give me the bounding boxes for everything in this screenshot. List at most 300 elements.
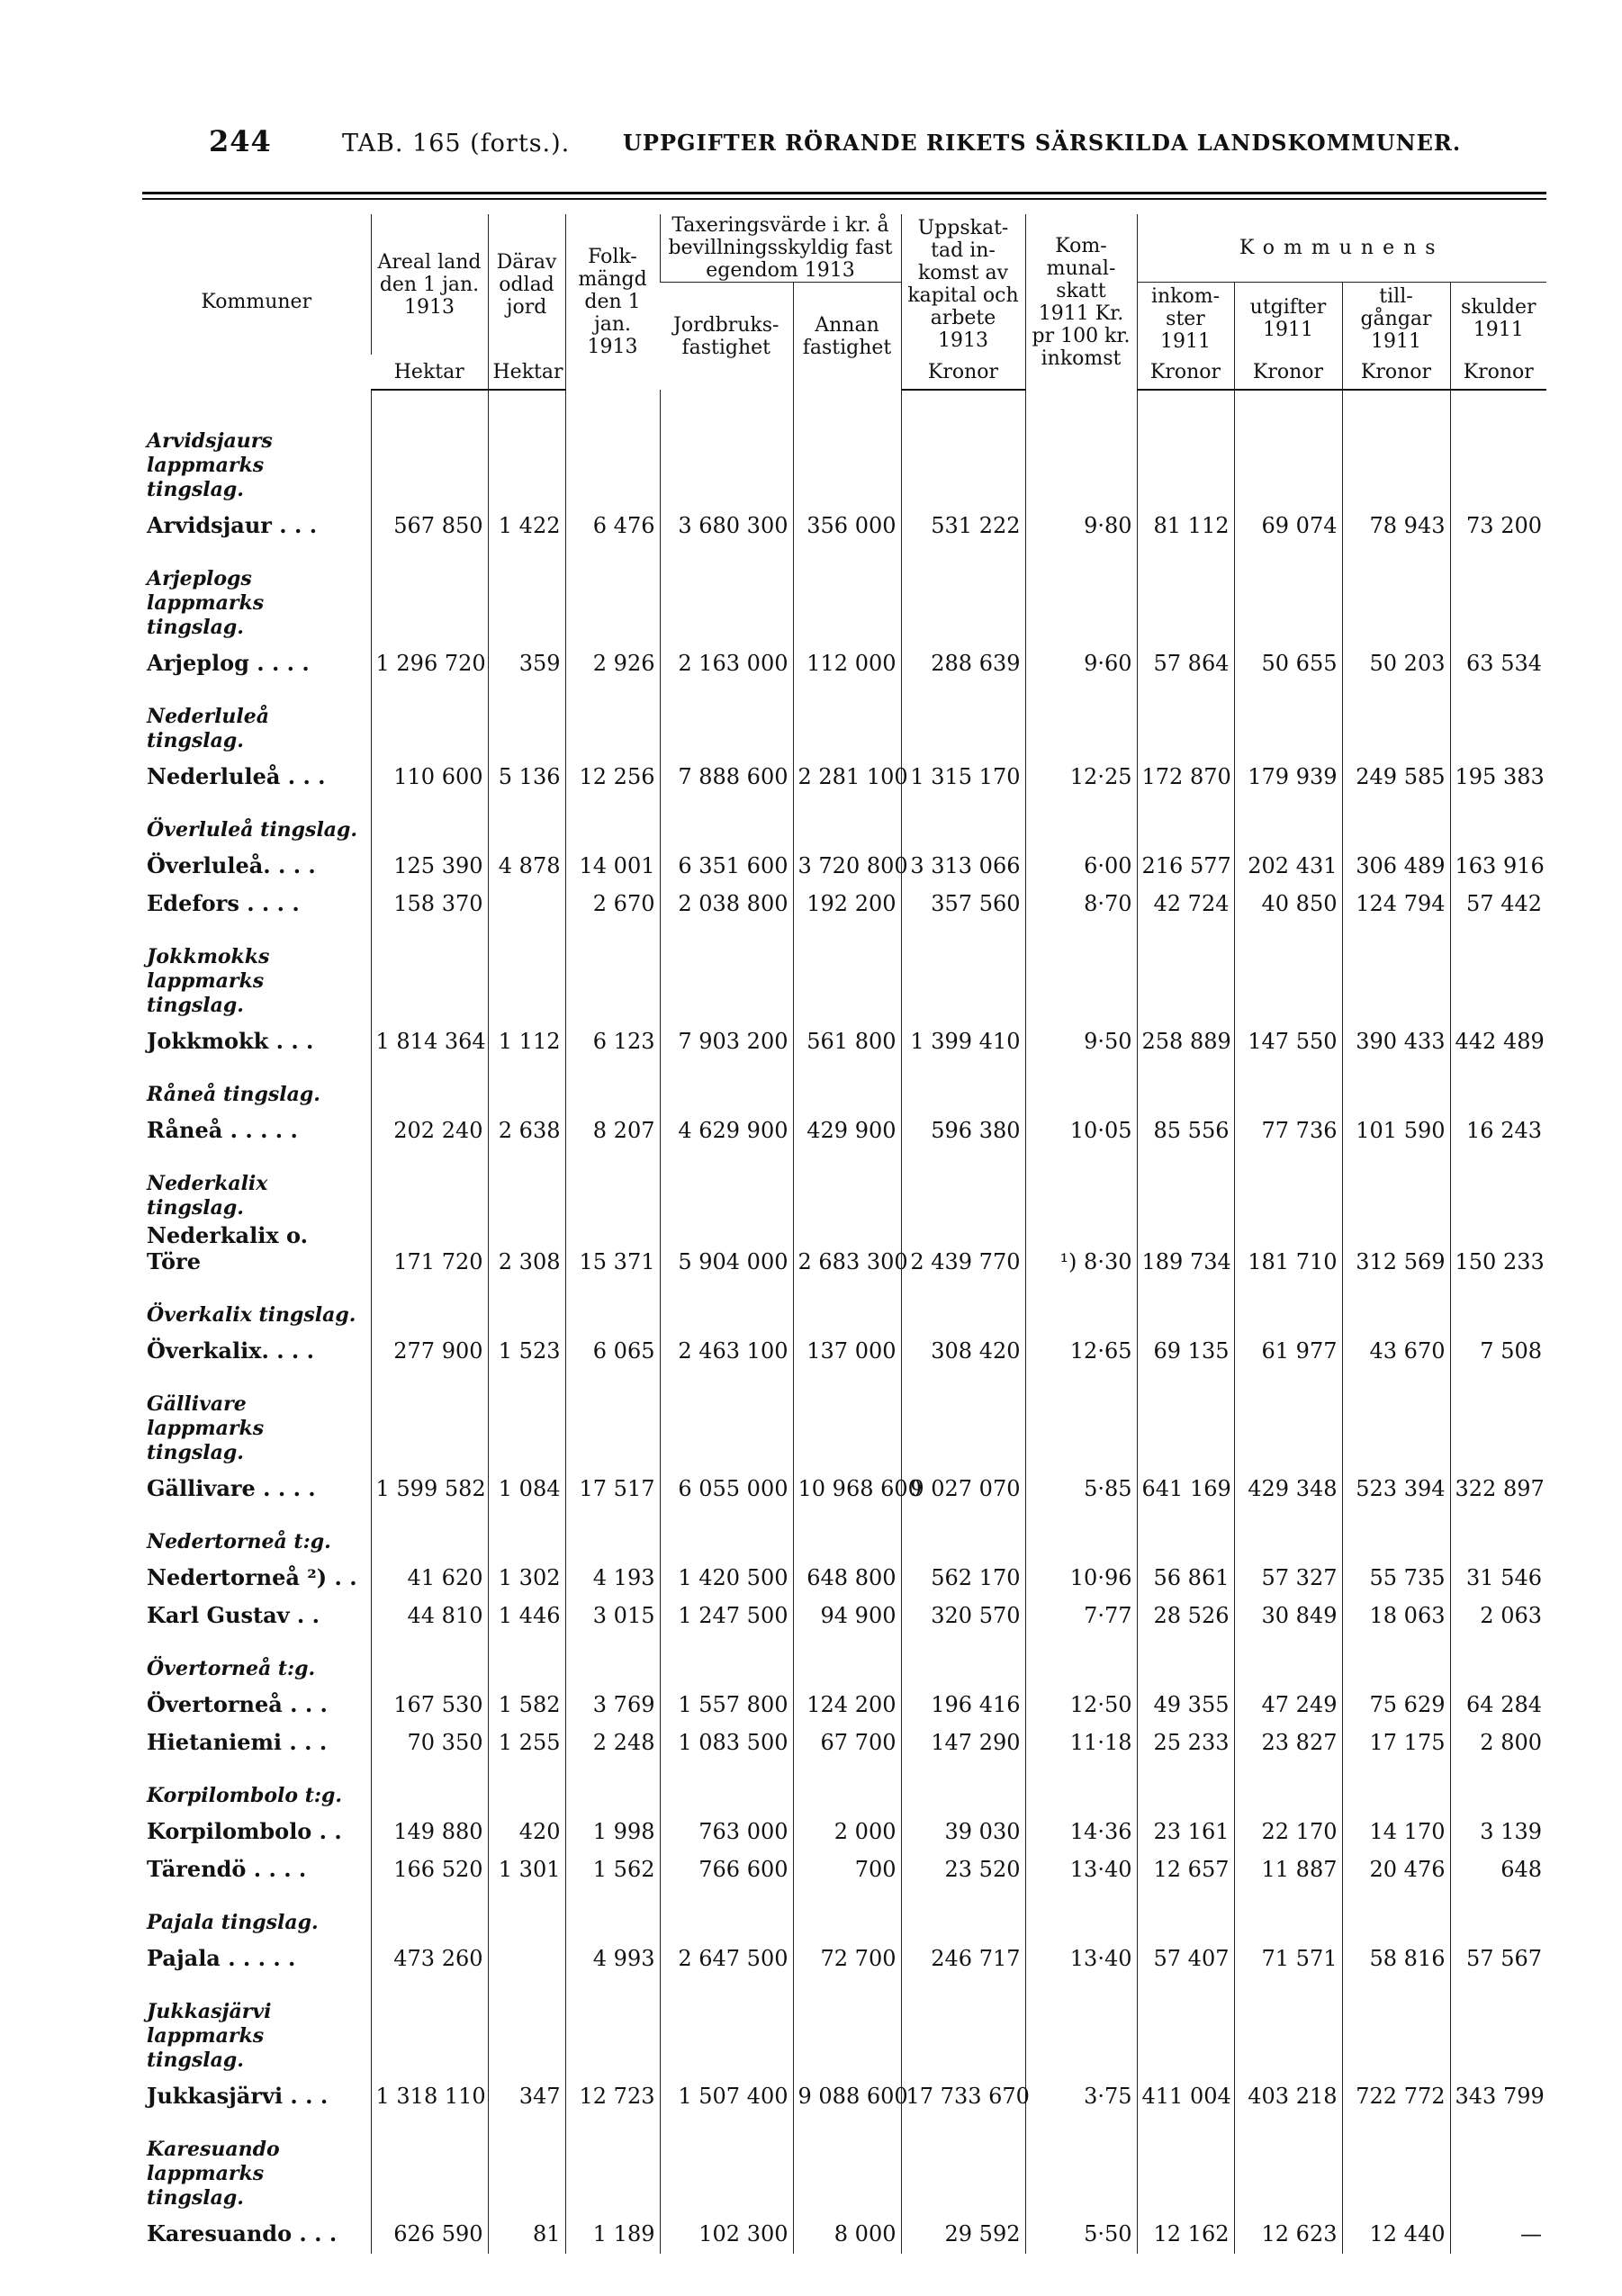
table-row: [142, 753, 1546, 791]
group-heading-row: [142, 1757, 1546, 1808]
spacer-cell: [1137, 791, 1234, 842]
spacer-cell: [565, 2111, 660, 2210]
spacer-cell: [1450, 918, 1546, 1018]
cell-jord: 7 903 200: [660, 1018, 793, 1056]
spacer-cell: [488, 390, 565, 502]
spacer-cell: [1137, 1145, 1234, 1220]
cell-inkomst: 29 592: [901, 2210, 1025, 2254]
cell-inkomster: 216 577: [1137, 842, 1234, 880]
cell-folk: 1 562: [565, 1846, 660, 1884]
cell-inkomst: 357 560: [901, 880, 1025, 918]
spacer-cell: [1450, 791, 1546, 842]
spacer-cell: [660, 1365, 793, 1465]
spacer-cell: [1342, 1056, 1450, 1107]
cell-inkomster: 56 861: [1137, 1554, 1234, 1592]
cell-inkomster: 172 870: [1137, 753, 1234, 791]
kommun-name: Arvidsjaur . . .: [147, 512, 318, 538]
spacer-cell: [1234, 1884, 1342, 1935]
spacer-cell: [371, 1145, 488, 1220]
table-row: [142, 880, 1546, 918]
cell-folk: 4 193: [565, 1554, 660, 1592]
municipal-statistics-table: [142, 214, 1546, 2254]
cell-jord: 2 647 500: [660, 1935, 793, 1973]
spacer-cell: [901, 1757, 1025, 1808]
cell-areal: 149 880: [371, 1808, 488, 1846]
kommun-name: Jokkmokk . . .: [147, 1028, 314, 1054]
spacer-cell: [1450, 540, 1546, 640]
cell-areal: 202 240: [371, 1107, 488, 1145]
spacer-cell: [488, 1365, 565, 1465]
cell-tillgangar: 17 175: [1342, 1719, 1450, 1757]
cell-tillgangar: 124 794: [1342, 880, 1450, 918]
cell-jord: 2 163 000: [660, 640, 793, 678]
cell-inkomst: 596 380: [901, 1107, 1025, 1145]
kommun-name: Överkalix. . . .: [147, 1337, 314, 1364]
cell-skatt: 10·96: [1025, 1554, 1137, 1592]
table-row: [142, 1107, 1546, 1145]
cell-annan: 2 683 300: [793, 1220, 901, 1276]
cell-inkomst: 17 733 670: [901, 2073, 1025, 2111]
group-title: Arjeplogs lappmarks tingslag.: [147, 567, 265, 639]
col-inkomster: inkom-ster 1911: [1137, 283, 1234, 356]
cell-skulder: 2 800: [1450, 1719, 1546, 1757]
table-row: [142, 1554, 1546, 1592]
group-heading-row: [142, 678, 1546, 753]
spacer-cell: [1137, 1757, 1234, 1808]
cell-tillgangar: 12 440: [1342, 2210, 1450, 2254]
cell-folk: 14 001: [565, 842, 660, 880]
cell-skatt: 8·70: [1025, 880, 1137, 918]
cell-skulder: 7 508: [1450, 1328, 1546, 1365]
cell-jord: 4 629 900: [660, 1107, 793, 1145]
cell-jord: 6 351 600: [660, 842, 793, 880]
cell-folk: 2 248: [565, 1719, 660, 1757]
spacer-cell: [565, 918, 660, 1018]
cell-utgifter: 429 348: [1234, 1465, 1342, 1503]
cell-annan: 648 800: [793, 1554, 901, 1592]
group-heading-row: [142, 1503, 1546, 1554]
unit-odlad: Hektar: [488, 355, 565, 390]
group-title: Överluleå tingslag.: [147, 818, 358, 842]
spacer-cell: [1234, 1630, 1342, 1681]
cell-tillgangar: 390 433: [1342, 1018, 1450, 1056]
cell-areal: 277 900: [371, 1328, 488, 1365]
cell-areal: 41 620: [371, 1554, 488, 1592]
spacer-cell: [371, 791, 488, 842]
cell-inkomst: 2 439 770: [901, 1220, 1025, 1276]
cell-odlad: 1 582: [488, 1681, 565, 1719]
table-row: [142, 2210, 1546, 2254]
spacer-cell: [1234, 390, 1342, 502]
spacer-cell: [1234, 1973, 1342, 2073]
cell-areal: 1 296 720: [371, 640, 488, 678]
kommun-name: Karl Gustav . .: [147, 1602, 320, 1628]
spacer-cell: [488, 1757, 565, 1808]
cell-folk: 3 769: [565, 1681, 660, 1719]
spacer-cell: [901, 791, 1025, 842]
table-row: [142, 640, 1546, 678]
cell-folk: 1 189: [565, 2210, 660, 2254]
cell-jord: 7 888 600: [660, 753, 793, 791]
top-rule-thin: [142, 198, 1546, 200]
spacer-cell: [660, 1884, 793, 1935]
spacer-cell: [1342, 1973, 1450, 2073]
cell-annan: 192 200: [793, 880, 901, 918]
group-heading-row: [142, 390, 1546, 502]
kommun-name: Tärendö . . . .: [147, 1856, 307, 1882]
spacer-cell: [660, 1630, 793, 1681]
spacer-cell: [793, 678, 901, 753]
cell-folk: 6 065: [565, 1328, 660, 1365]
cell-jord: 1 507 400: [660, 2073, 793, 2111]
group-title: Korpilombolo t:g.: [147, 1784, 343, 1807]
cell-odlad: 1 084: [488, 1465, 565, 1503]
cell-areal: 473 260: [371, 1935, 488, 1973]
cell-annan: 8 000: [793, 2210, 901, 2254]
table-row: [142, 1719, 1546, 1757]
cell-inkomster: 69 135: [1137, 1328, 1234, 1365]
spacer-cell: [1025, 918, 1137, 1018]
table-body: [142, 390, 1546, 2254]
spacer-cell: [1025, 1757, 1137, 1808]
cell-tillgangar: 14 170: [1342, 1808, 1450, 1846]
spacer-cell: [488, 1973, 565, 2073]
cell-skulder: 73 200: [1450, 502, 1546, 540]
spacer-cell: [1025, 390, 1137, 502]
cell-skatt: 12·50: [1025, 1681, 1137, 1719]
cell-areal: 1 318 110: [371, 2073, 488, 2111]
unit-tillgangar: Kronor: [1342, 355, 1450, 390]
spacer-cell: [901, 1056, 1025, 1107]
cell-odlad: [488, 880, 565, 918]
spacer-cell: [660, 1973, 793, 2073]
cell-skulder: 57 567: [1450, 1935, 1546, 1973]
spacer-cell: [1025, 1145, 1137, 1220]
spacer-cell: [660, 390, 793, 502]
col-kommuner: Kommuner: [201, 291, 312, 313]
kommun-name: Nederkalix o. Töre: [147, 1222, 308, 1274]
cell-areal: 171 720: [371, 1220, 488, 1276]
spacer-cell: [1342, 1503, 1450, 1554]
spacer-cell: [1137, 390, 1234, 502]
cell-annan: 356 000: [793, 502, 901, 540]
spacer-cell: [901, 1503, 1025, 1554]
col-tax-jordbruk: Jordbruks-fastighet: [660, 283, 793, 391]
spacer-cell: [1450, 1365, 1546, 1465]
spacer-cell: [1025, 1365, 1137, 1465]
unit-inkomst: Kronor: [901, 355, 1025, 390]
cell-inkomst: 308 420: [901, 1328, 1025, 1365]
spacer-cell: [793, 1973, 901, 2073]
cell-folk: 4 993: [565, 1935, 660, 1973]
cell-tillgangar: 20 476: [1342, 1846, 1450, 1884]
spacer-cell: [660, 678, 793, 753]
spacer-cell: [793, 390, 901, 502]
cell-folk: 3 015: [565, 1592, 660, 1630]
cell-odlad: 1 302: [488, 1554, 565, 1592]
cell-inkomst: 147 290: [901, 1719, 1025, 1757]
group-heading-row: [142, 791, 1546, 842]
cell-utgifter: 12 623: [1234, 2210, 1342, 2254]
spacer-cell: [1025, 2111, 1137, 2210]
spacer-cell: [793, 918, 901, 1018]
cell-inkomst: 196 416: [901, 1681, 1025, 1719]
cell-odlad: 1 255: [488, 1719, 565, 1757]
group-title: Nederkalix tingslag.: [147, 1172, 268, 1220]
cell-tillgangar: 55 735: [1342, 1554, 1450, 1592]
cell-jord: 2 463 100: [660, 1328, 793, 1365]
cell-tillgangar: 306 489: [1342, 842, 1450, 880]
cell-folk: 2 926: [565, 640, 660, 678]
spacer-cell: [371, 1757, 488, 1808]
cell-skatt: 9·50: [1025, 1018, 1137, 1056]
spacer-cell: [371, 1276, 488, 1328]
spacer-cell: [1450, 2111, 1546, 2210]
cell-jord: 102 300: [660, 2210, 793, 2254]
cell-odlad: 81: [488, 2210, 565, 2254]
table-row: [142, 1018, 1546, 1056]
top-rule-thick: [142, 192, 1546, 194]
cell-inkomst: 320 570: [901, 1592, 1025, 1630]
spacer-cell: [371, 390, 488, 502]
cell-tillgangar: 43 670: [1342, 1328, 1450, 1365]
cell-odlad: 1 422: [488, 502, 565, 540]
spacer-cell: [1450, 1630, 1546, 1681]
cell-skulder: 195 383: [1450, 753, 1546, 791]
spacer-cell: [1234, 1365, 1342, 1465]
cell-tillgangar: 58 816: [1342, 1935, 1450, 1973]
spacer-cell: [660, 1276, 793, 1328]
spacer-cell: [565, 540, 660, 640]
cell-inkomst: 39 030: [901, 1808, 1025, 1846]
page-number: 244: [209, 124, 272, 158]
spacer-cell: [1137, 1365, 1234, 1465]
group-title: Nederluleå tingslag.: [147, 705, 270, 752]
cell-inkomst: 1 315 170: [901, 753, 1025, 791]
spacer-cell: [371, 2111, 488, 2210]
table-row: [142, 1846, 1546, 1884]
group-heading-row: [142, 1884, 1546, 1935]
cell-utgifter: 11 887: [1234, 1846, 1342, 1884]
spacer-cell: [565, 791, 660, 842]
cell-skatt: ¹) 8·30: [1025, 1220, 1137, 1276]
kommun-name: Jukkasjärvi . . .: [147, 2083, 329, 2109]
table-row: [142, 502, 1546, 540]
spacer-cell: [1342, 1276, 1450, 1328]
spacer-cell: [901, 678, 1025, 753]
cell-jord: 3 680 300: [660, 502, 793, 540]
spacer-cell: [488, 1056, 565, 1107]
spacer-cell: [565, 1056, 660, 1107]
spacer-cell: [1342, 540, 1450, 640]
cell-areal: 110 600: [371, 753, 488, 791]
spacer-cell: [901, 1145, 1025, 1220]
cell-areal: 158 370: [371, 880, 488, 918]
spacer-cell: [1137, 1884, 1234, 1935]
spacer-cell: [793, 2111, 901, 2210]
spacer-cell: [1234, 1056, 1342, 1107]
cell-skatt: 10·05: [1025, 1107, 1137, 1145]
spacer-cell: [660, 2111, 793, 2210]
cell-skatt: 12·25: [1025, 753, 1137, 791]
cell-folk: 15 371: [565, 1220, 660, 1276]
cell-utgifter: 202 431: [1234, 842, 1342, 880]
spacer-cell: [660, 1056, 793, 1107]
cell-skulder: 648: [1450, 1846, 1546, 1884]
table-row: [142, 842, 1546, 880]
cell-skulder: 2 063: [1450, 1592, 1546, 1630]
cell-annan: 561 800: [793, 1018, 901, 1056]
spacer-cell: [1342, 2111, 1450, 2210]
spacer-cell: [1137, 1973, 1234, 2073]
spacer-cell: [1342, 1365, 1450, 1465]
cell-inkomst: 9 027 070: [901, 1465, 1025, 1503]
cell-inkomst: 1 399 410: [901, 1018, 1025, 1056]
spacer-cell: [793, 1503, 901, 1554]
spacer-cell: [1137, 1276, 1234, 1328]
col-odlad: Därav odlad jord: [488, 214, 565, 355]
spacer-cell: [1234, 1757, 1342, 1808]
cell-jord: 1 083 500: [660, 1719, 793, 1757]
kommun-name: Råneå . . . . .: [147, 1117, 298, 1143]
spacer-cell: [565, 1503, 660, 1554]
cell-odlad: 359: [488, 640, 565, 678]
spacer-cell: [565, 1276, 660, 1328]
spacer-cell: [1234, 540, 1342, 640]
table-row: [142, 2073, 1546, 2111]
spacer-cell: [901, 1630, 1025, 1681]
spacer-cell: [1025, 1056, 1137, 1107]
cell-skatt: 5·50: [1025, 2210, 1137, 2254]
cell-odlad: 420: [488, 1808, 565, 1846]
group-title: Gällivare lappmarks tingslag.: [147, 1392, 265, 1464]
cell-utgifter: 181 710: [1234, 1220, 1342, 1276]
cell-odlad: 1 112: [488, 1018, 565, 1056]
cell-utgifter: 71 571: [1234, 1935, 1342, 1973]
spacer-cell: [793, 1056, 901, 1107]
spacer-cell: [1234, 678, 1342, 753]
cell-skulder: 322 897: [1450, 1465, 1546, 1503]
spacer-cell: [1450, 1757, 1546, 1808]
spacer-cell: [660, 1503, 793, 1554]
cell-skulder: 63 534: [1450, 640, 1546, 678]
kommun-name: Nederluleå . . .: [147, 763, 326, 789]
cell-inkomst: 246 717: [901, 1935, 1025, 1973]
spacer-cell: [1025, 1884, 1137, 1935]
spacer-cell: [1342, 1145, 1450, 1220]
cell-inkomster: 25 233: [1137, 1719, 1234, 1757]
spacer-cell: [1450, 1503, 1546, 1554]
cell-areal: 1 599 582: [371, 1465, 488, 1503]
kommun-name: Karesuando . . .: [147, 2220, 338, 2246]
cell-skatt: 14·36: [1025, 1808, 1137, 1846]
cell-utgifter: 47 249: [1234, 1681, 1342, 1719]
col-inkomst: Uppskat-tad in-komst av kapital och arbete 1913: [901, 214, 1025, 355]
cell-skulder: 64 284: [1450, 1681, 1546, 1719]
group-title: Karesuando lappmarks tingslag.: [147, 2138, 280, 2210]
spacer-cell: [793, 1145, 901, 1220]
cell-folk: 12 256: [565, 753, 660, 791]
spacer-cell: [488, 918, 565, 1018]
spacer-cell: [901, 540, 1025, 640]
spacer-cell: [1025, 791, 1137, 842]
table-row: [142, 1592, 1546, 1630]
group-title: Övertorneå t:g.: [147, 1657, 316, 1680]
cell-areal: 166 520: [371, 1846, 488, 1884]
cell-folk: 12 723: [565, 2073, 660, 2111]
cell-inkomster: 42 724: [1137, 880, 1234, 918]
col-tillgangar: till-gångar 1911: [1342, 283, 1450, 356]
cell-areal: 1 814 364: [371, 1018, 488, 1056]
spacer-cell: [901, 1365, 1025, 1465]
cell-skatt: 11·18: [1025, 1719, 1137, 1757]
cell-tillgangar: 18 063: [1342, 1592, 1450, 1630]
cell-skulder: 16 243: [1450, 1107, 1546, 1145]
group-heading-row: [142, 1276, 1546, 1328]
group-title: Jokkmokks lappmarks tingslag.: [147, 945, 270, 1017]
cell-inkomst: 288 639: [901, 640, 1025, 678]
spacer-cell: [565, 1365, 660, 1465]
cell-tillgangar: 722 772: [1342, 2073, 1450, 2111]
spacer-cell: [1137, 540, 1234, 640]
kommun-name: Övertorneå . . .: [147, 1691, 328, 1717]
spacer-cell: [1137, 2111, 1234, 2210]
spacer-cell: [1137, 1630, 1234, 1681]
cell-annan: 9 088 600: [793, 2073, 901, 2111]
cell-inkomster: 641 169: [1137, 1465, 1234, 1503]
unit-areal: Hektar: [371, 355, 488, 390]
cell-jord: 766 600: [660, 1846, 793, 1884]
spacer-cell: [1342, 1884, 1450, 1935]
cell-jord: 1 420 500: [660, 1554, 793, 1592]
cell-annan: 94 900: [793, 1592, 901, 1630]
cell-utgifter: 30 849: [1234, 1592, 1342, 1630]
col-utgifter: utgifter 1911: [1234, 283, 1342, 356]
cell-skatt: 9·80: [1025, 502, 1137, 540]
spacer-cell: [488, 1503, 565, 1554]
spacer-cell: [1450, 1884, 1546, 1935]
cell-utgifter: 77 736: [1234, 1107, 1342, 1145]
cell-skulder: 442 489: [1450, 1018, 1546, 1056]
spacer-cell: [1342, 791, 1450, 842]
table-row: [142, 1808, 1546, 1846]
cell-skulder: 150 233: [1450, 1220, 1546, 1276]
spacer-cell: [371, 1365, 488, 1465]
cell-odlad: [488, 1935, 565, 1973]
col-skatt: Kom-munal-skatt 1911 Kr. pr 100 kr. inkomst: [1025, 214, 1137, 390]
group-heading-row: [142, 1145, 1546, 1220]
group-heading-row: [142, 1973, 1546, 2073]
cell-utgifter: 22 170: [1234, 1808, 1342, 1846]
spacer-cell: [488, 1884, 565, 1935]
cell-annan: 137 000: [793, 1328, 901, 1365]
cell-inkomst: 562 170: [901, 1554, 1025, 1592]
cell-inkomster: 189 734: [1137, 1220, 1234, 1276]
cell-skulder: 343 799: [1450, 2073, 1546, 2111]
group-title: Jukkasjärvi lappmarks tingslag.: [147, 2000, 272, 2072]
spacer-cell: [488, 791, 565, 842]
cell-inkomst: 3 313 066: [901, 842, 1025, 880]
col-kommunens: Kommunens: [1137, 214, 1546, 283]
group-heading-row: [142, 1365, 1546, 1465]
cell-annan: 10 968 600: [793, 1465, 901, 1503]
cell-inkomster: 57 407: [1137, 1935, 1234, 1973]
spacer-cell: [1450, 1056, 1546, 1107]
page-header: [209, 124, 1541, 160]
spacer-cell: [901, 2111, 1025, 2210]
cell-tillgangar: 249 585: [1342, 753, 1450, 791]
spacer-cell: [1234, 791, 1342, 842]
